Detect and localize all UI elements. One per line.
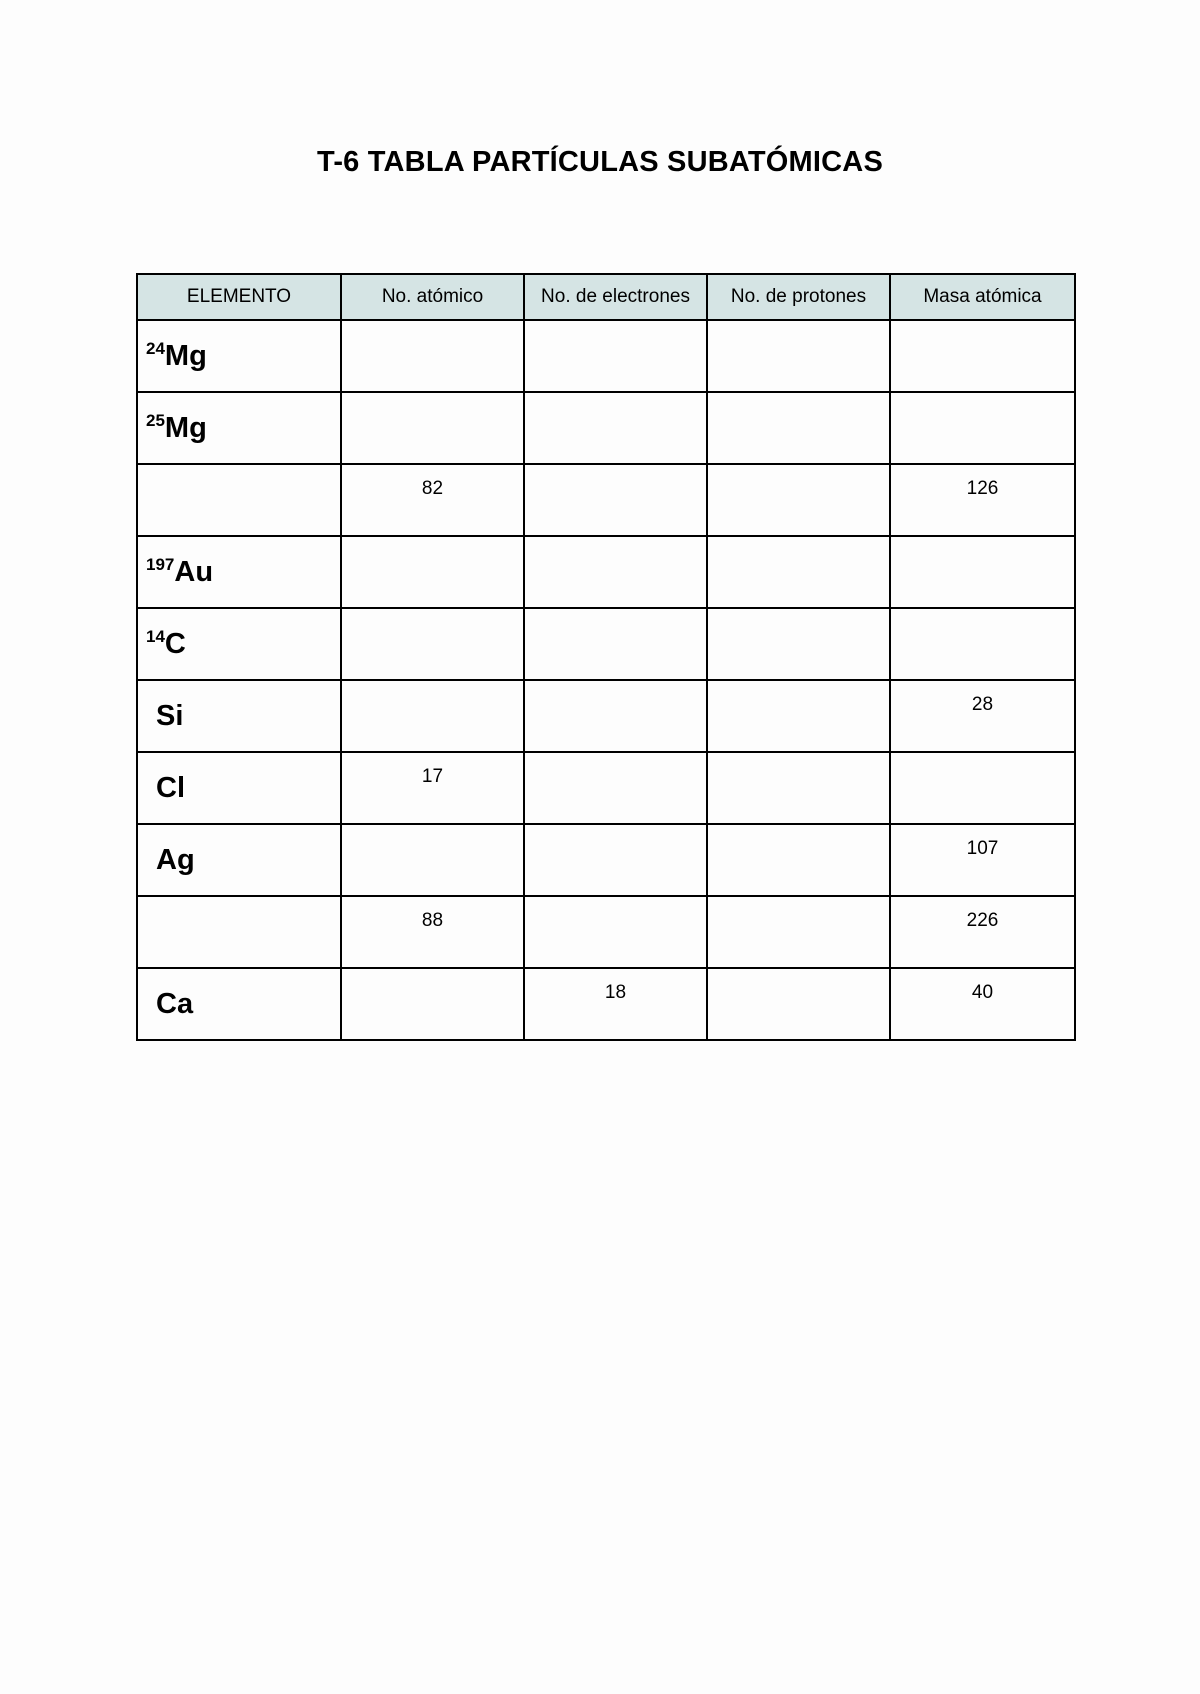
table-row xyxy=(137,752,1075,824)
table-row xyxy=(137,608,1075,680)
page-title: T-6 TABLA PARTÍCULAS SUBATÓMICAS xyxy=(317,146,883,178)
electrons-cell: 18 xyxy=(524,968,707,1040)
element-cell xyxy=(137,824,341,896)
atomic-number-cell: 82 xyxy=(341,464,524,536)
element-symbol: Mg xyxy=(164,411,207,444)
protons-cell xyxy=(707,464,890,536)
atomic-mass-cell xyxy=(890,320,1075,392)
subatomic-particles-table xyxy=(136,273,1076,1041)
atomic-number-cell xyxy=(341,320,524,392)
element-cell xyxy=(137,536,341,608)
element-cell xyxy=(137,752,341,824)
protons-cell xyxy=(707,536,890,608)
atomic-number-cell xyxy=(341,968,524,1040)
element-cell xyxy=(137,608,341,680)
mass-number: 24 xyxy=(146,338,165,358)
atomic-number-cell xyxy=(341,392,524,464)
table-header-row xyxy=(137,274,1075,320)
atomic-mass-cell: 40 xyxy=(890,968,1075,1040)
element-cell xyxy=(137,392,341,464)
electrons-cell xyxy=(524,392,707,464)
atomic-number-cell xyxy=(341,536,524,608)
element-symbol: Mg xyxy=(164,339,207,372)
atomic-number-cell: 88 xyxy=(341,896,524,968)
atomic-mass-cell: 126 xyxy=(890,464,1075,536)
header-protons: No. de protones xyxy=(707,274,890,320)
atomic-number-cell: 17 xyxy=(341,752,524,824)
atomic-mass-cell: 226 xyxy=(890,896,1075,968)
protons-cell xyxy=(707,968,890,1040)
table-row xyxy=(137,680,1075,752)
mass-number: 14 xyxy=(146,626,165,646)
table-row xyxy=(137,320,1075,392)
electrons-cell xyxy=(524,536,707,608)
electrons-cell xyxy=(524,896,707,968)
atomic-mass-cell xyxy=(890,392,1075,464)
atomic-mass-cell: 107 xyxy=(890,824,1075,896)
element-symbol: Cl xyxy=(156,771,185,804)
atomic-number-cell xyxy=(341,608,524,680)
electrons-cell xyxy=(524,464,707,536)
element-symbol: Si xyxy=(156,699,184,732)
atomic-number-cell xyxy=(341,680,524,752)
atomic-number-cell xyxy=(341,824,524,896)
electrons-cell xyxy=(524,608,707,680)
atomic-mass-cell xyxy=(890,752,1075,824)
electrons-cell xyxy=(524,752,707,824)
table-row xyxy=(137,536,1075,608)
protons-cell xyxy=(707,608,890,680)
atomic-mass-cell xyxy=(890,536,1075,608)
protons-cell xyxy=(707,752,890,824)
electrons-cell xyxy=(524,680,707,752)
electrons-cell xyxy=(524,824,707,896)
header-electrons: No. de electrones xyxy=(524,274,707,320)
protons-cell xyxy=(707,320,890,392)
mass-number: 25 xyxy=(146,410,165,430)
header-elemento: ELEMENTO xyxy=(137,274,341,320)
header-atomic-mass: Masa atómica xyxy=(890,274,1075,320)
mass-number: 197 xyxy=(146,554,175,574)
element-symbol: Ag xyxy=(156,843,195,876)
table-row xyxy=(137,392,1075,464)
element-cell xyxy=(137,320,341,392)
protons-cell xyxy=(707,896,890,968)
element-cell xyxy=(137,680,341,752)
element-cell xyxy=(137,896,341,968)
table-row xyxy=(137,464,1075,536)
element-symbol: C xyxy=(164,627,186,660)
header-atomic-number: No. atómico xyxy=(341,274,524,320)
protons-cell xyxy=(707,392,890,464)
protons-cell xyxy=(707,680,890,752)
table-row xyxy=(137,968,1075,1040)
electrons-cell xyxy=(524,320,707,392)
table-row xyxy=(137,824,1075,896)
element-symbol: Ca xyxy=(156,987,194,1020)
element-cell xyxy=(137,464,341,536)
protons-cell xyxy=(707,824,890,896)
element-symbol: Au xyxy=(174,555,214,588)
atomic-mass-cell: 28 xyxy=(890,680,1075,752)
atomic-mass-cell xyxy=(890,608,1075,680)
table-row xyxy=(137,896,1075,968)
element-cell xyxy=(137,968,341,1040)
